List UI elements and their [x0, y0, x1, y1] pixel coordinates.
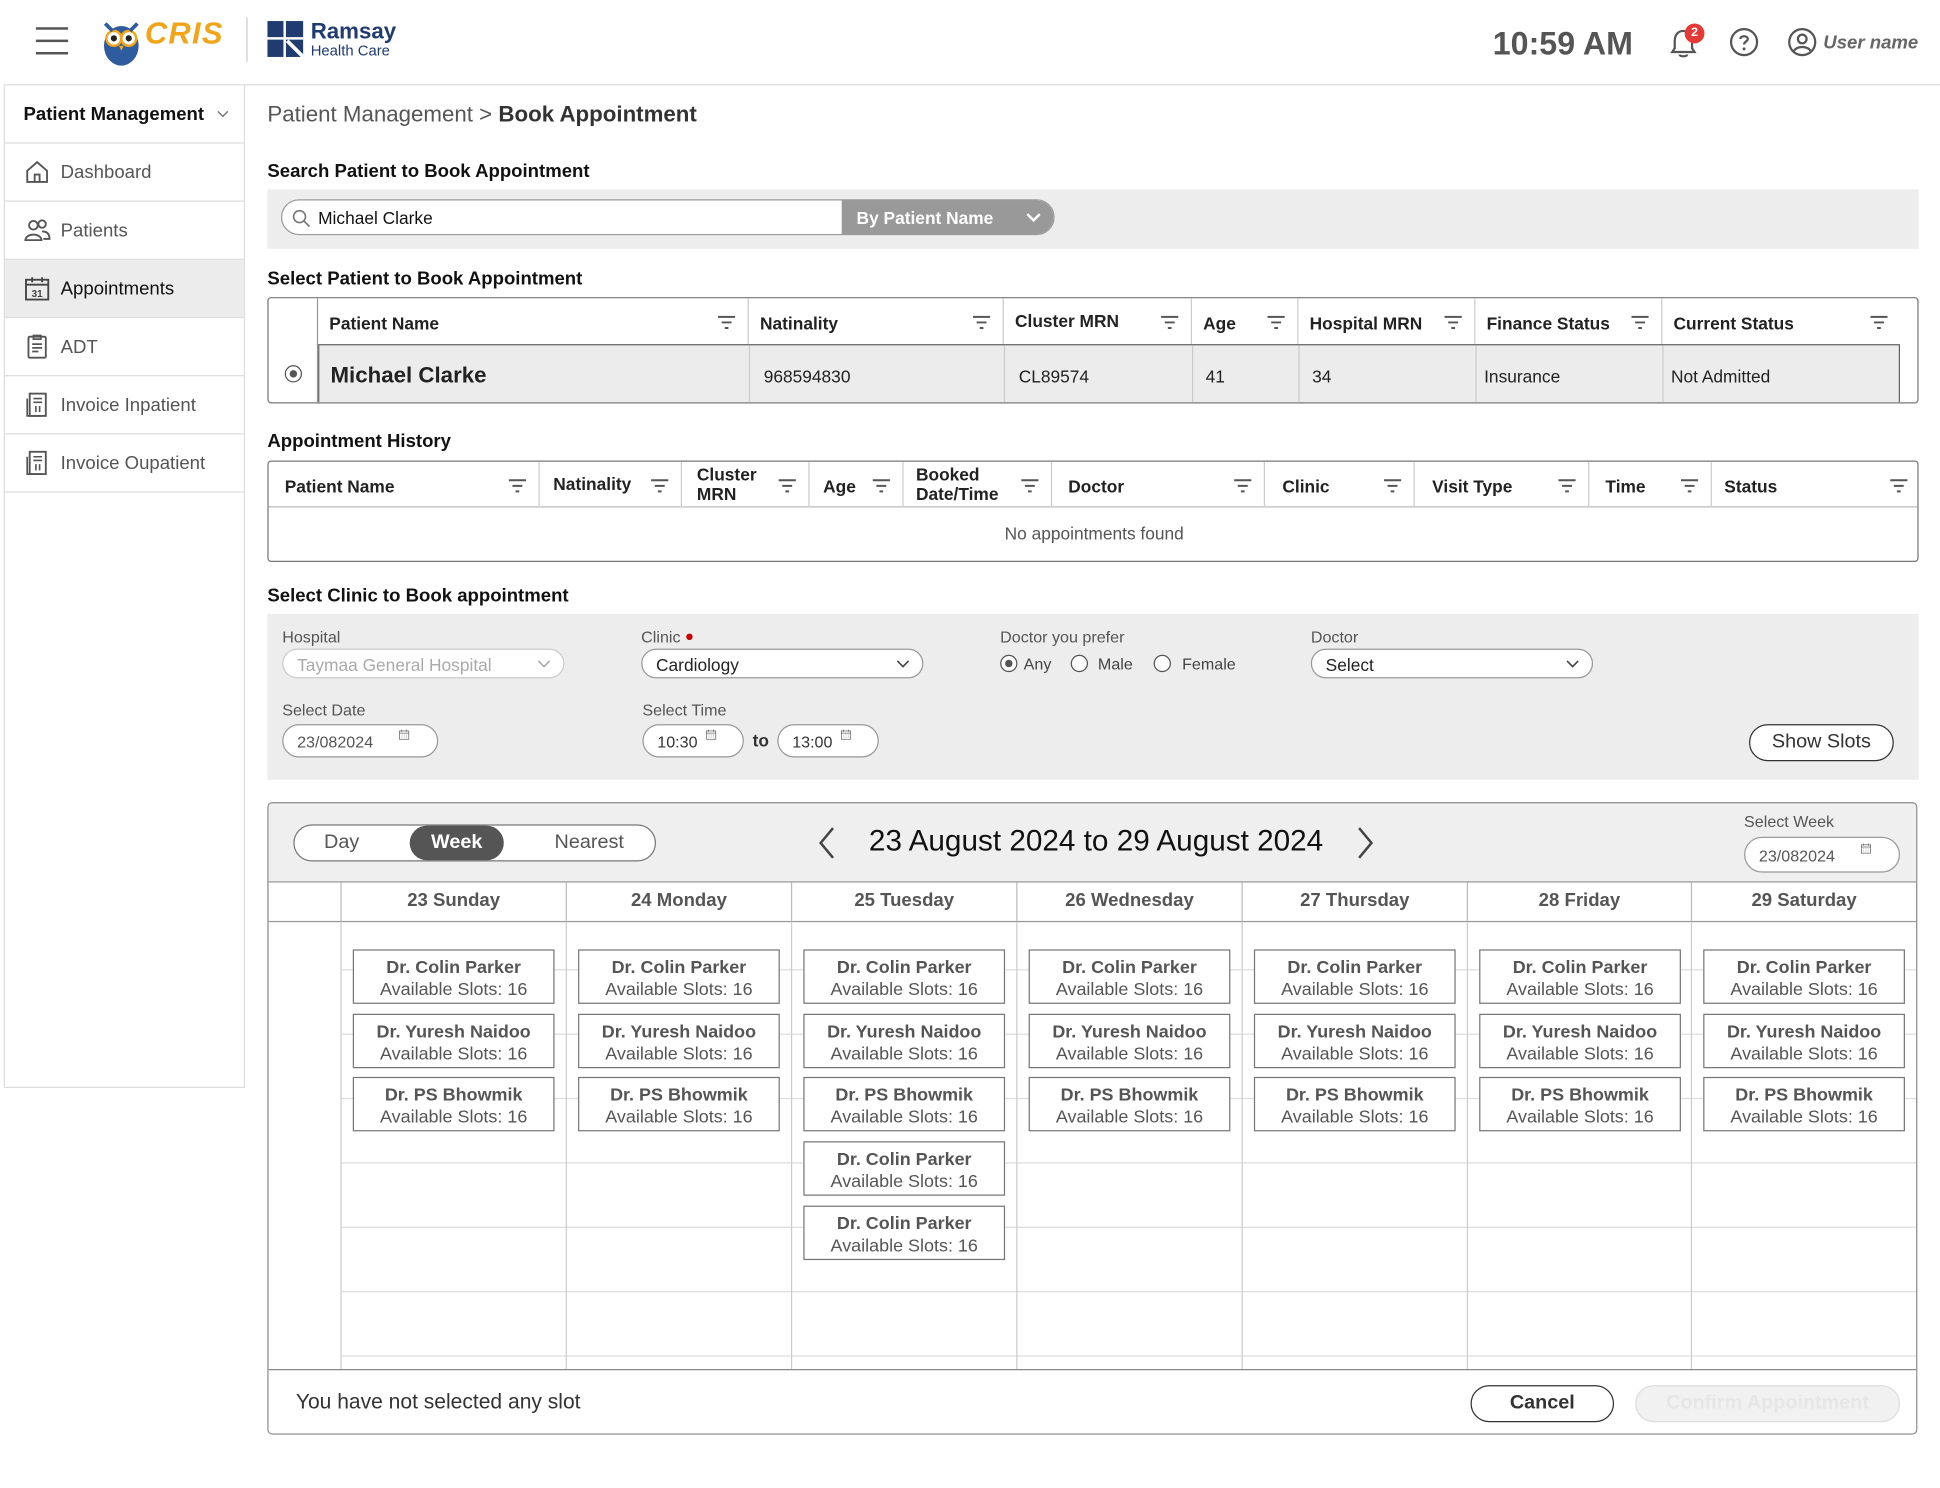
filter-icon[interactable]: [973, 316, 990, 330]
calendar-header: [269, 803, 1918, 882]
filter-icon[interactable]: [1558, 479, 1575, 493]
column-label: Clinic: [1282, 476, 1330, 497]
age-cell: 41: [1205, 366, 1225, 387]
divider: [246, 17, 247, 62]
slot-availability: Available Slots: 16: [379, 1108, 528, 1129]
day-header: 23 Sunday: [342, 883, 567, 923]
clock: 10:59 AM: [1492, 24, 1633, 62]
confirm-appointment-button[interactable]: Confirm Appointment: [1635, 1385, 1900, 1422]
slot-availability: Available Slots: 16: [830, 980, 978, 1001]
time-to-input[interactable]: [777, 724, 878, 757]
doctor-slot-card[interactable]: [1254, 949, 1456, 1003]
doctor-slot-card[interactable]: [803, 1141, 1005, 1195]
patient-table-title: Select Patient to Book Appointment: [267, 268, 583, 290]
column-header-finance-status[interactable]: [1475, 298, 1662, 344]
doctor-slot-card[interactable]: [578, 949, 780, 1003]
slot-doctor-name: Dr. Colin Parker: [386, 958, 521, 978]
slot-availability: Available Slots: 16: [1730, 1044, 1878, 1065]
nationality-cell: 968594830: [763, 366, 851, 387]
column-label: Patient Name: [284, 476, 395, 497]
column-header-age[interactable]: [810, 462, 904, 508]
column-label: Cluster MRN: [1014, 310, 1119, 331]
doctor-slot-card[interactable]: [1254, 1077, 1456, 1131]
slot-availability: Available Slots: 16: [1506, 1108, 1654, 1129]
hospital-mrn-cell: 34: [1312, 366, 1332, 387]
filter-icon[interactable]: [1445, 316, 1462, 330]
doctor-slot-card[interactable]: [578, 1077, 780, 1131]
filter-icon[interactable]: [1384, 479, 1401, 493]
slot-doctor-name: Dr. Colin Parker: [611, 958, 747, 978]
day-header: 27 Thursday: [1243, 883, 1468, 923]
sidebar-item-invoice-inpatient[interactable]: [5, 376, 244, 434]
calendar-icon: [24, 275, 51, 302]
doctor-slot-card[interactable]: [353, 1077, 555, 1131]
view-switcher: [293, 824, 656, 861]
doctor-slot-card[interactable]: [1029, 1013, 1231, 1067]
filter-icon[interactable]: [1021, 479, 1038, 493]
slot-availability: Available Slots: 16: [1506, 1044, 1654, 1065]
time-label: Select Time: [642, 700, 727, 720]
day-header: 28 Friday: [1468, 883, 1692, 923]
slot-availability: Available Slots: 16: [1281, 1044, 1429, 1065]
slot-availability: Available Slots: 16: [379, 1044, 528, 1065]
filter-icon[interactable]: [1890, 479, 1907, 493]
slot-doctor-name: Dr. Yuresh Naidoo: [827, 1022, 982, 1042]
sidebar-item-label: Appointments: [60, 277, 175, 299]
chevron-down-icon: [537, 659, 551, 670]
filter-icon[interactable]: [1234, 479, 1251, 493]
chevron-down-icon: [216, 108, 228, 120]
slot-doctor-name: Dr. PS Bhowmik: [1735, 1086, 1873, 1106]
search-input[interactable]: Michael Clarke: [318, 207, 433, 228]
slot-doctor-name: Dr. Colin Parker: [1512, 958, 1648, 978]
slot-availability: Available Slots: 16: [1055, 1044, 1204, 1065]
day-header: 24 Monday: [567, 883, 792, 923]
day-header: 25 Tuesday: [792, 883, 1017, 923]
sidebar-item-label: ADT: [60, 336, 98, 358]
slot-doctor-name: Dr. PS Bhowmik: [835, 1086, 974, 1106]
users-icon: [24, 217, 51, 244]
user-avatar-icon[interactable]: [1787, 27, 1817, 57]
breadcrumb: [267, 101, 696, 127]
doctor-slot-card[interactable]: [803, 1013, 1005, 1067]
sidebar-item-appointments[interactable]: [5, 260, 244, 318]
column-label: Age: [823, 476, 856, 497]
column-label: Hospital MRN: [1309, 313, 1423, 333]
next-week-arrow-icon[interactable]: [1355, 826, 1375, 861]
slot-doctor-name: Dr. Yuresh Naidoo: [376, 1022, 531, 1042]
doctor-slot-card[interactable]: [353, 949, 555, 1003]
column-header-cluster-mrn[interactable]: [682, 462, 809, 508]
slot-availability: Available Slots: 16: [1730, 980, 1878, 1001]
home-icon: [24, 158, 51, 185]
column-label: Current Status: [1673, 313, 1794, 333]
column-label: Patient Name: [329, 313, 440, 333]
doctor-select[interactable]: [1311, 649, 1593, 679]
pref-any-label: Any: [1023, 654, 1052, 674]
filter-icon[interactable]: [779, 479, 796, 493]
slot-doctor-name: Dr. PS Bhowmik: [610, 1086, 748, 1106]
partner-name: Ramsay: [310, 18, 397, 44]
history-title: Appointment History: [267, 430, 451, 452]
slot-availability: Available Slots: 16: [1506, 980, 1654, 1001]
column-label: Visit Type: [1432, 476, 1513, 497]
filter-icon[interactable]: [651, 479, 668, 493]
ramsay-logo-icon: [267, 21, 303, 57]
filter-icon[interactable]: [1870, 316, 1887, 330]
sidebar-item-invoice-outpatient[interactable]: [5, 434, 244, 492]
calendar-icon[interactable]: [397, 729, 411, 740]
patient-table: [267, 297, 1918, 403]
pref-male-radio[interactable]: [1071, 655, 1088, 672]
show-slots-button[interactable]: Show Slots: [1749, 724, 1894, 761]
patient-row-radio[interactable]: [285, 365, 302, 382]
table-row[interactable]: [318, 344, 1900, 403]
notification-badge: 2: [1685, 24, 1705, 44]
doctor-slot-card[interactable]: [1479, 949, 1681, 1003]
cluster-mrn-cell: CL89574: [1018, 366, 1090, 387]
doctor-slot-card[interactable]: [803, 1205, 1005, 1259]
calendar-icon[interactable]: [1859, 843, 1873, 854]
calendar-icon[interactable]: [704, 729, 718, 740]
clipboard-icon: [24, 333, 51, 360]
cris-owl-logo-icon: [100, 16, 142, 68]
column-label: Doctor: [1068, 476, 1125, 497]
invoice-icon: [24, 449, 51, 476]
sidebar: [4, 85, 245, 1088]
slot-doctor-name: Dr. Colin Parker: [836, 958, 972, 978]
top-bar: [4, 0, 1940, 85]
slot-doctor-name: Dr. Yuresh Naidoo: [1726, 1022, 1882, 1042]
column-label: Booked Date/Time: [915, 464, 999, 504]
empty-state-text: No appointments found: [1004, 523, 1184, 544]
column-header-age[interactable]: [1192, 298, 1298, 344]
slot-availability: Available Slots: 16: [1281, 1108, 1429, 1129]
sidebar-item-patients[interactable]: [5, 202, 244, 260]
time-gutter: [269, 922, 342, 1369]
column-header-doctor[interactable]: [1052, 462, 1265, 508]
column-label: Status: [1724, 476, 1778, 497]
partner-subtitle: Health Care: [310, 42, 390, 60]
doctor-slot-card[interactable]: [803, 1077, 1005, 1131]
date-value: 23/082024: [297, 732, 374, 752]
column-header-patient-name[interactable]: [318, 298, 749, 344]
hospital-value: Taymaa General Hospital: [297, 654, 492, 675]
view-week-tab[interactable]: Week: [410, 826, 504, 861]
breadcrumb-parent[interactable]: Patient Management >: [267, 101, 493, 127]
slot-doctor-name: Dr. Colin Parker: [836, 1150, 972, 1170]
column-header-clinic[interactable]: [1265, 462, 1415, 508]
finance-status-cell: Insurance: [1484, 366, 1561, 387]
sidebar-item-label: Invoice Inpatient: [60, 394, 196, 416]
doctor-preference-label: Doctor you prefer: [1000, 627, 1125, 647]
week-input[interactable]: [1744, 837, 1900, 873]
view-day-tab[interactable]: Day: [324, 831, 360, 853]
day-header: 26 Wednesday: [1017, 883, 1242, 923]
slot-doctor-name: Dr. Colin Parker: [836, 1214, 972, 1234]
sidebar-title: Patient Management: [23, 103, 205, 125]
slot-availability: Available Slots: 16: [830, 1236, 978, 1257]
slot-availability: Available Slots: 16: [605, 980, 753, 1001]
select-column: [269, 298, 319, 403]
slot-availability: Available Slots: 16: [830, 1108, 978, 1129]
selection-status: You have not selected any slot: [295, 1390, 581, 1414]
doctor-label: Doctor: [1310, 627, 1359, 647]
help-icon[interactable]: [1729, 27, 1759, 57]
doctor-slot-card[interactable]: [578, 1013, 780, 1067]
time-range-separator: to: [752, 730, 769, 751]
column-header-current-status[interactable]: [1662, 298, 1900, 344]
doctor-slot-card[interactable]: [803, 949, 1005, 1003]
column-label: Natinality: [760, 313, 839, 333]
doctor-slot-card[interactable]: [1479, 1013, 1681, 1067]
filter-icon[interactable]: [718, 316, 735, 330]
slot-doctor-name: Dr. PS Bhowmik: [1511, 1086, 1649, 1106]
doctor-slot-card[interactable]: [1703, 1013, 1905, 1067]
column-label: Age: [1203, 313, 1236, 333]
filter-icon[interactable]: [1681, 479, 1698, 493]
time-to-value: 13:00: [792, 732, 833, 752]
slot-availability: Available Slots: 16: [605, 1044, 753, 1065]
calendar-icon[interactable]: [839, 729, 853, 740]
column-header-hospital-mrn[interactable]: [1298, 298, 1475, 344]
sidebar-item-dashboard[interactable]: [5, 144, 244, 202]
slot-doctor-name: Dr. PS Bhowmik: [384, 1086, 523, 1106]
column-header-nationality[interactable]: [749, 298, 1004, 344]
column-header-status[interactable]: [1712, 462, 1919, 508]
pref-female-radio[interactable]: [1154, 655, 1171, 672]
column-header-nationality[interactable]: [540, 462, 682, 508]
slot-doctor-name: Dr. PS Bhowmik: [1285, 1086, 1424, 1106]
day-header-spacer: [269, 883, 342, 923]
chevron-down-icon: [1026, 212, 1041, 224]
clinic-section-title: Select Clinic to Book appointment: [267, 585, 569, 607]
sidebar-module-selector[interactable]: [5, 85, 244, 143]
search-section-title: Search Patient to Book Appointment: [267, 160, 590, 182]
week-value: 23/082024: [1758, 846, 1835, 866]
patient-name-cell: Michael Clarke: [330, 362, 487, 388]
slot-doctor-name: Dr. PS Bhowmik: [1060, 1086, 1199, 1106]
search-icon: [292, 209, 311, 228]
column-label: Time: [1605, 476, 1646, 497]
sidebar-item-label: Dashboard: [60, 161, 152, 183]
slot-availability: Available Slots: 16: [1055, 980, 1204, 1001]
slot-availability: Available Slots: 16: [1730, 1108, 1878, 1129]
hospital-label: Hospital: [282, 627, 341, 647]
filter-icon[interactable]: [509, 479, 526, 493]
column-header-cluster-mrn[interactable]: [1004, 298, 1192, 344]
doctor-slot-card[interactable]: [1479, 1077, 1681, 1131]
date-label: Select Date: [282, 700, 366, 720]
history-table: [267, 460, 1918, 561]
required-indicator: ●: [685, 627, 694, 645]
clinic-select[interactable]: [641, 649, 923, 679]
filter-icon[interactable]: [1631, 316, 1648, 330]
slot-availability: Available Slots: 16: [830, 1044, 978, 1065]
filter-icon[interactable]: [873, 479, 890, 493]
select-week-label: Select Week: [1744, 811, 1835, 831]
time-from-value: 10:30: [657, 732, 698, 752]
column-label: Cluster MRN: [696, 464, 757, 504]
calendar-footer: [269, 1369, 1918, 1435]
slot-calendar: [267, 802, 1917, 1435]
column-label: Finance Status: [1486, 313, 1610, 333]
doctor-slot-card[interactable]: [1029, 949, 1231, 1003]
column-header-time[interactable]: [1589, 462, 1712, 508]
sidebar-item-adt[interactable]: [5, 318, 244, 376]
filter-icon[interactable]: [1268, 316, 1285, 330]
doctor-slot-card[interactable]: [1254, 1013, 1456, 1067]
date-input[interactable]: [282, 724, 438, 757]
sidebar-item-label: Invoice Oupatient: [60, 452, 206, 474]
cancel-button[interactable]: Cancel: [1471, 1385, 1615, 1422]
slot-doctor-name: Dr. Yuresh Naidoo: [1502, 1022, 1658, 1042]
filter-icon[interactable]: [1161, 316, 1178, 330]
time-from-input[interactable]: [642, 724, 743, 757]
pref-male-label: Male: [1097, 654, 1133, 674]
view-nearest-tab[interactable]: Nearest: [554, 831, 624, 853]
sidebar-item-label: Patients: [60, 219, 128, 241]
column-header-patient-name[interactable]: [269, 462, 540, 508]
slot-availability: Available Slots: 16: [379, 980, 528, 1001]
pref-female-label: Female: [1182, 654, 1236, 674]
clinic-value: Cardiology: [656, 654, 739, 675]
search-mode-label: By Patient Name: [856, 207, 994, 228]
doctor-slot-card[interactable]: [1029, 1077, 1231, 1131]
hamburger-menu-icon[interactable]: [36, 27, 68, 54]
column-label: Natinality: [553, 474, 632, 494]
brand-name: CRIS: [144, 16, 224, 51]
slot-doctor-name: Dr. Yuresh Naidoo: [1277, 1022, 1432, 1042]
slot-doctor-name: Dr. Colin Parker: [1287, 958, 1423, 978]
date-range: 23 August 2024 to 29 August 2024: [868, 824, 1324, 858]
slot-availability: Available Slots: 16: [1055, 1108, 1204, 1129]
day-header: 29 Saturday: [1692, 883, 1917, 923]
slot-availability: Available Slots: 16: [605, 1108, 753, 1129]
column-header-booked-date-time[interactable]: [904, 462, 1053, 508]
clinic-label: Clinic ●: [641, 627, 694, 647]
svg-text:31: 31: [31, 289, 43, 301]
chevron-down-icon: [896, 659, 910, 670]
prev-week-arrow-icon[interactable]: [817, 826, 837, 861]
user-name[interactable]: User name: [1823, 32, 1919, 54]
chevron-down-icon: [1566, 659, 1580, 670]
slot-availability: Available Slots: 16: [1281, 980, 1429, 1001]
column-header-visit-type[interactable]: [1415, 462, 1590, 508]
breadcrumb-current: Book Appointment: [498, 101, 697, 127]
current-status-cell: Not Admitted: [1671, 366, 1771, 387]
slot-doctor-name: Dr. Colin Parker: [1062, 958, 1197, 978]
search-mode-dropdown[interactable]: [842, 201, 1055, 236]
doctor-slot-card[interactable]: [1703, 949, 1905, 1003]
hospital-select: [282, 649, 564, 679]
slot-doctor-name: Dr. Yuresh Naidoo: [601, 1022, 757, 1042]
doctor-slot-card[interactable]: [1703, 1077, 1905, 1131]
doctor-value: Select: [1325, 654, 1374, 675]
slot-doctor-name: Dr. Colin Parker: [1736, 958, 1872, 978]
slot-availability: Available Slots: 16: [830, 1172, 978, 1193]
slot-doctor-name: Dr. Yuresh Naidoo: [1052, 1022, 1207, 1042]
patient-search: [281, 199, 1055, 235]
doctor-slot-card[interactable]: [353, 1013, 555, 1067]
pref-any-radio[interactable]: [1000, 655, 1017, 672]
invoice-icon: [24, 391, 51, 418]
